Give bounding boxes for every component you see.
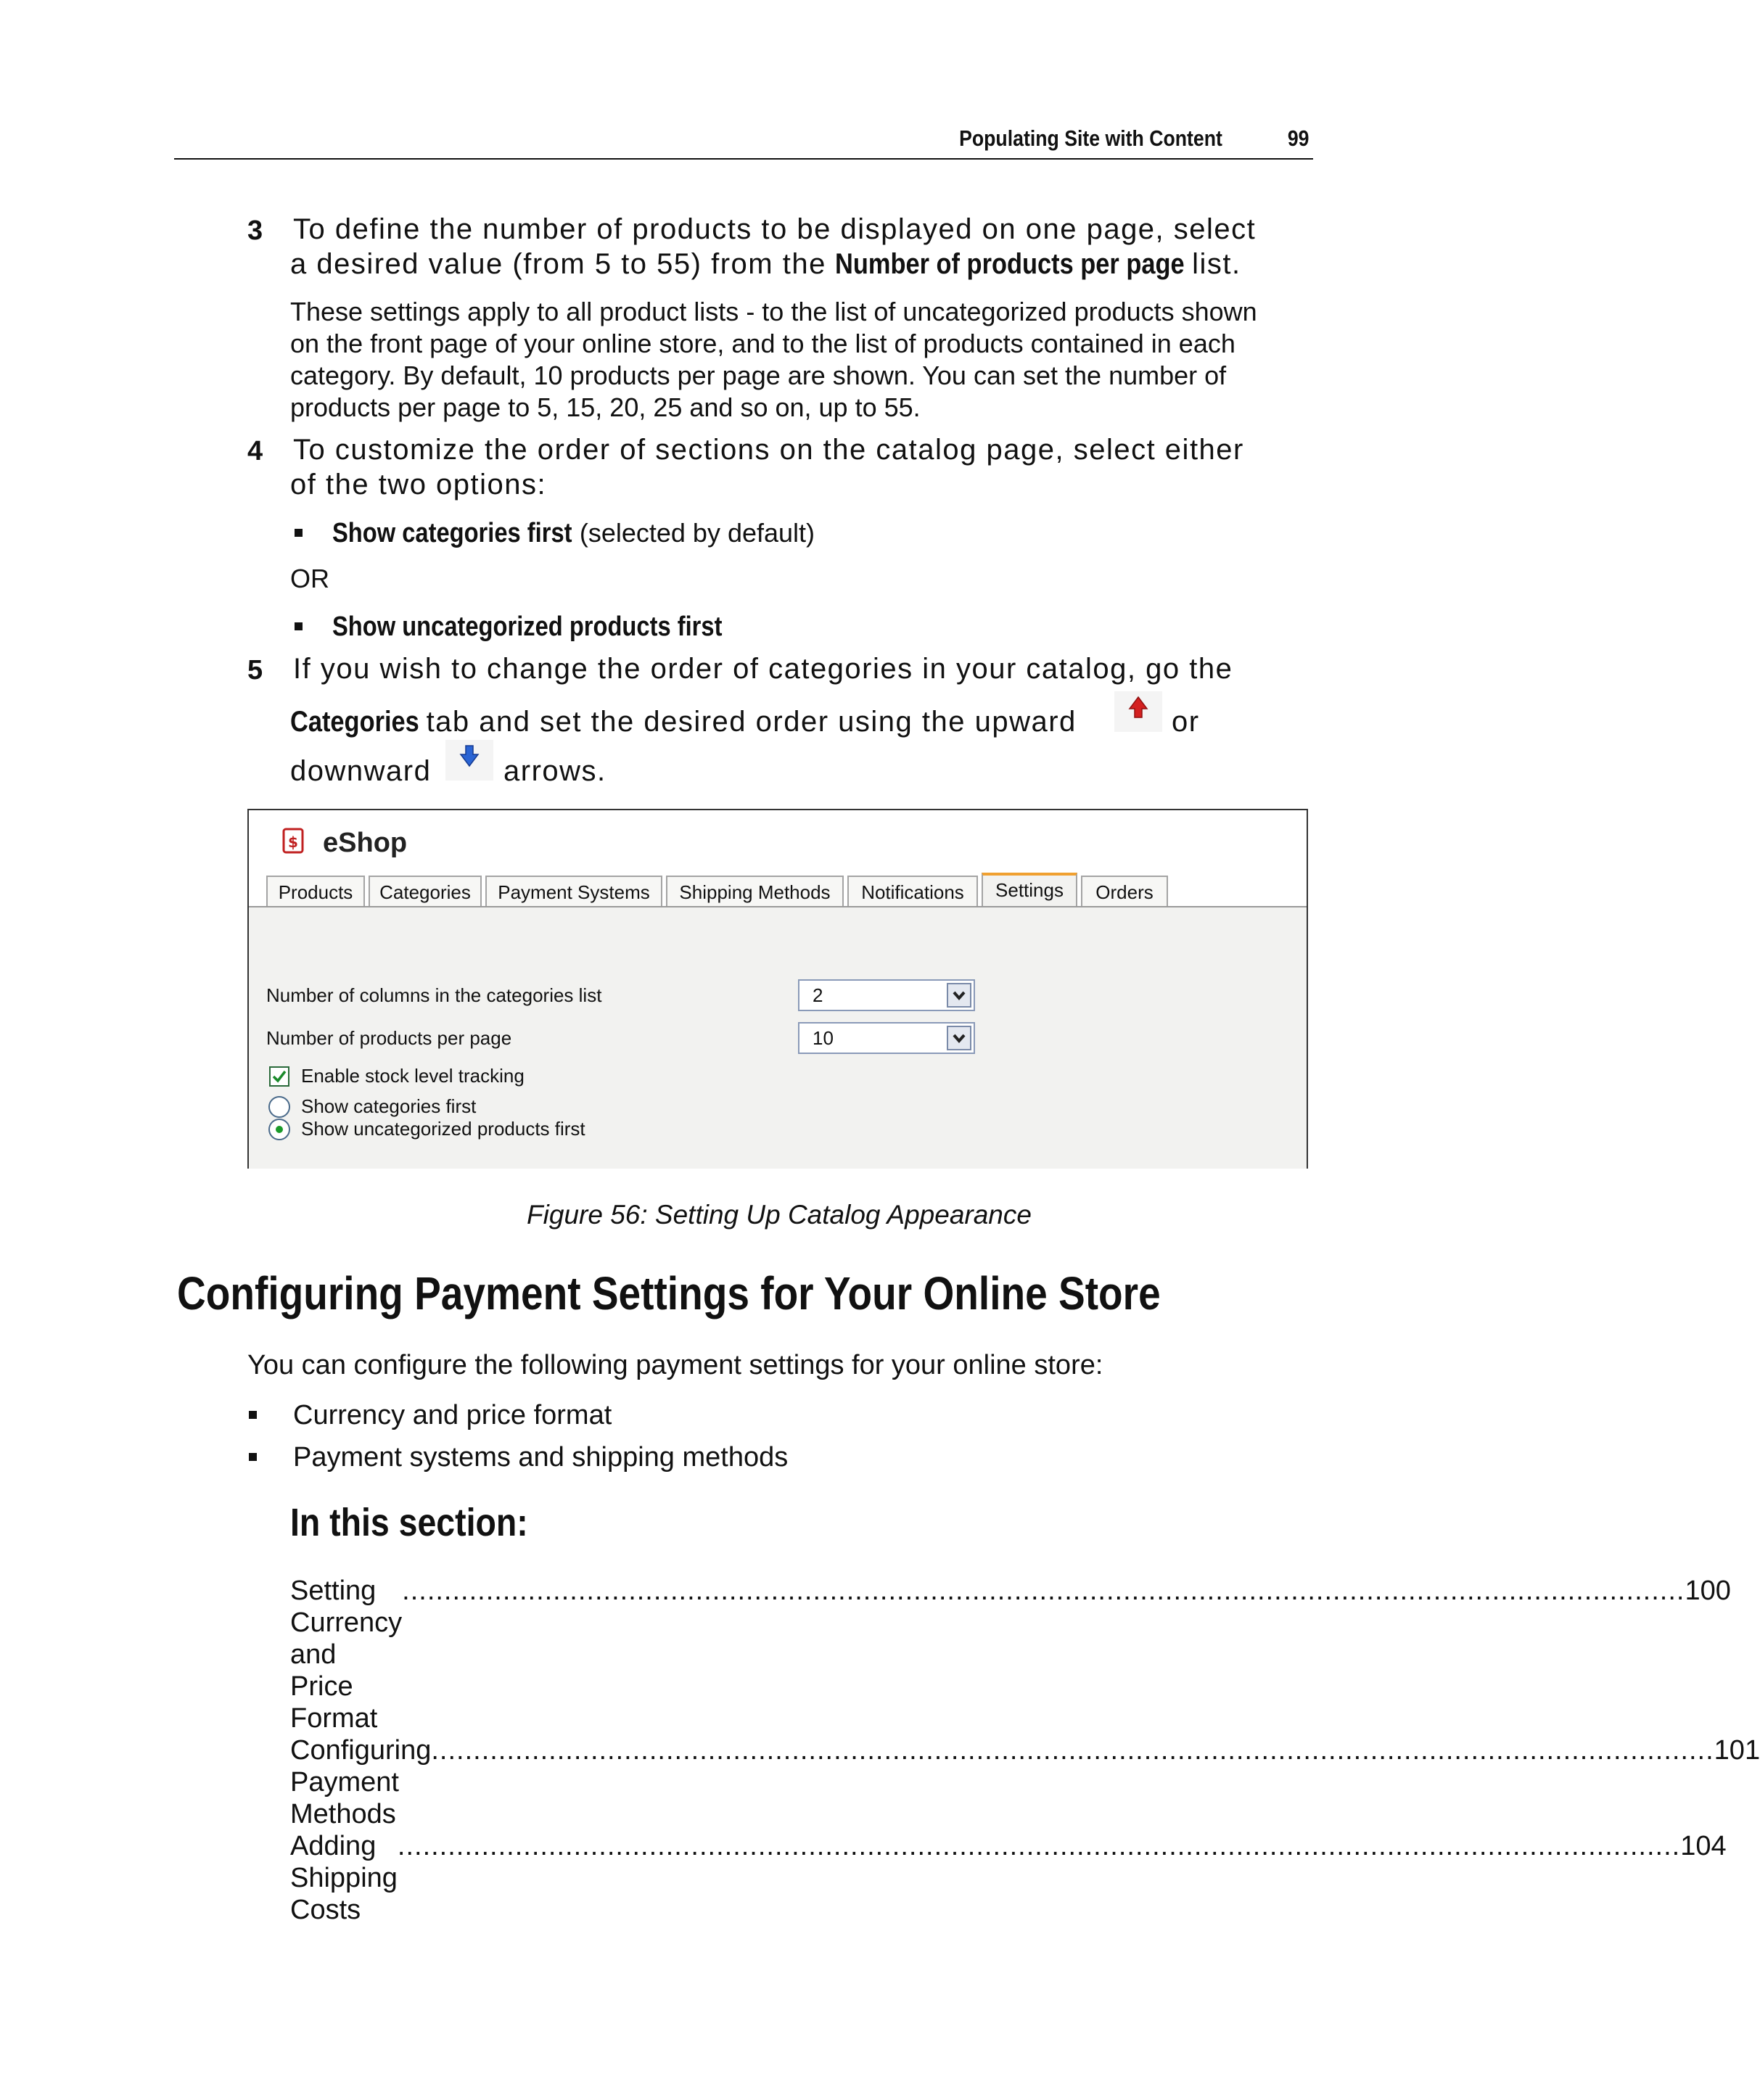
eshop-logo-icon — [281, 825, 307, 857]
columns-select[interactable] — [798, 979, 975, 1011]
step-3-note — [290, 296, 1257, 424]
header-page-number: 99 — [1287, 125, 1309, 151]
svg-text:$: $ — [288, 833, 298, 851]
show-categories-first-term: Show categories first — [332, 518, 572, 548]
stock-tracking-checkbox[interactable] — [269, 1066, 289, 1087]
step-5-line3-a: downward — [290, 755, 432, 787]
toc-entry[interactable] — [290, 1734, 1760, 1830]
tab-payment-systems[interactable]: Payment Systems — [485, 876, 662, 906]
products-per-page-value: 10 — [813, 1027, 834, 1049]
toc-entry[interactable] — [290, 1830, 1727, 1926]
in-this-section-heading: In this section: — [290, 1501, 528, 1544]
toc-leader: ......................................................................................................................................................... — [431, 1735, 1714, 1766]
step-5-line2-a: tab and set the desired order using the upward — [426, 706, 1077, 738]
bullet-marker — [295, 622, 303, 630]
step-3-note-line: category. By default, 10 products per page are shown. You can set the number of — [290, 361, 1227, 390]
step-4-number: 4 — [247, 436, 263, 466]
step-5-line2-b: or — [1172, 706, 1200, 738]
step-5-line2 — [290, 705, 1077, 739]
chevron-down-icon[interactable] — [947, 1026, 971, 1050]
products-per-page-select[interactable] — [798, 1022, 975, 1054]
products-per-page-label: Number of products per page — [266, 1027, 512, 1049]
toc-entry-title: Configuring Payment Methods — [290, 1735, 432, 1829]
stock-tracking-label: Enable stock level tracking — [301, 1065, 525, 1087]
section-intro: You can configure the following payment settings for your online store: — [247, 1350, 1103, 1380]
step-5-line3-b: arrows. — [503, 755, 606, 787]
step-4-option1-rest: (selected by default) — [579, 518, 815, 548]
bullet-marker — [249, 1453, 257, 1461]
step-3-number: 3 — [247, 215, 263, 246]
section-bullet: Currency and price format — [293, 1400, 612, 1430]
number-of-products-per-page-term: Number of products per page — [835, 248, 1185, 280]
tab-shipping-methods[interactable]: Shipping Methods — [666, 876, 844, 906]
show-categories-first-radio[interactable] — [268, 1096, 290, 1118]
step-4-or: OR — [290, 564, 329, 593]
show-uncategorized-first-radio[interactable] — [268, 1119, 290, 1140]
step-4-option2 — [332, 611, 786, 643]
tab-products[interactable]: Products — [266, 876, 365, 906]
bullet-marker — [295, 529, 303, 537]
running-header — [174, 123, 1313, 160]
bullet-marker — [249, 1411, 257, 1419]
tab-categories[interactable]: Categories — [369, 876, 482, 906]
step-3-line1: To define the number of products to be displayed on one page, select — [293, 213, 1257, 245]
step-5-number: 5 — [247, 655, 263, 685]
step-3-line2-b: list. — [1192, 248, 1241, 280]
toc-entry-title: Adding Shipping Costs — [290, 1831, 398, 1925]
step-3-note-line: These settings apply to all product lists - to the list of uncategorized products shown — [290, 297, 1257, 326]
step-3-note-line: products per page to 5, 15, 20, 25 and so on, up to 55. — [290, 392, 921, 422]
toc-list — [290, 1575, 1760, 1926]
show-categories-first-label: Show categories first — [301, 1095, 477, 1117]
app-title: eShop — [323, 828, 408, 858]
step-4-line1: To customize the order of sections on the catalog page, select either — [293, 434, 1244, 466]
header-section-title: Populating Site with Content — [959, 125, 1222, 151]
step-3-note-line: on the front page of your online store, and to the list of products contained in each — [290, 329, 1235, 358]
up-arrow-icon — [1114, 691, 1162, 732]
settings-panel — [249, 906, 1307, 1169]
show-uncategorized-first-label: Show uncategorized products first — [301, 1118, 585, 1140]
toc-entry-title: Setting Currency and Price Format — [290, 1576, 403, 1734]
figure-caption: Figure 56: Setting Up Catalog Appearance — [527, 1200, 1032, 1230]
categories-tab-term: Categories — [290, 706, 419, 738]
toc-entry-page: 104 — [1680, 1831, 1727, 1861]
columns-select-value: 2 — [813, 984, 823, 1006]
tab-settings[interactable]: Settings — [982, 873, 1077, 907]
step-3-line2-a: a desired value (from 5 to 55) from the — [290, 248, 826, 280]
columns-label: Number of columns in the categories list — [266, 984, 602, 1006]
eshop-settings-screenshot — [247, 809, 1308, 1169]
show-uncategorized-products-first-term: Show uncategorized products first — [332, 612, 723, 642]
step-3-line2 — [290, 247, 1241, 281]
step-5-line1: If you wish to change the order of categories in your catalog, go the — [293, 653, 1233, 685]
tab-orders[interactable]: Orders — [1081, 876, 1168, 906]
section-bullet: Payment systems and shipping methods — [293, 1442, 789, 1473]
chevron-down-icon[interactable] — [947, 983, 971, 1008]
toc-leader: ......................................................................................................................................................... — [402, 1576, 1685, 1606]
tab-notifications[interactable]: Notifications — [847, 876, 978, 906]
step-4-line2: of the two options: — [290, 469, 547, 501]
section-heading: Configuring Payment Settings for Your Online Store — [177, 1267, 1161, 1319]
toc-entry[interactable] — [290, 1575, 1731, 1734]
toc-entry-page: 100 — [1685, 1576, 1731, 1606]
toc-leader: ......................................................................................................................................................... — [397, 1831, 1681, 1861]
down-arrow-icon — [445, 740, 493, 781]
step-4-option1 — [332, 517, 815, 549]
toc-entry-page: 101 — [1714, 1735, 1760, 1766]
